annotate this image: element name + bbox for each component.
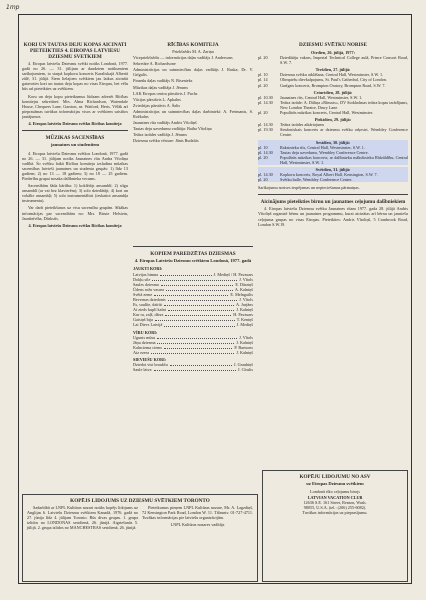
choirs-paragraph: 4. Eiropas latviešu Dziesmu svētki notiks Londonā, 1977. gadā no 26. — 31. jūlijam ar daudziem notikumiem sarīkojumiem, to starpā kopkoru koncerts Karaliskajā Albertā zālē, 31. jūlijā. Šiem lielajiem svētkiem jau laikus aicināti gatavoties kori un tautas deju kopas no visas Eiropas, bet vēlu būs arī pieteikties uz svētkiem.: [22, 61, 128, 92]
event-description: Rakstnieku rīts, Central Hall, Westminster, S.W. 1.: [280, 144, 365, 150]
schedule-event: [258, 55, 408, 65]
song-title: Kur tu, zaļš, dārzs: [133, 312, 164, 318]
committee-line: Vicepriekšsēdis — informācijas daļas vadītājs J. Andersons: [133, 55, 233, 61]
usa-flight-line: 98055, U.S.A. (tel.: (206) 255-6082).: [303, 504, 367, 510]
divider: [133, 246, 253, 247]
usa-flight-box: [262, 470, 408, 582]
column-committee: [133, 42, 253, 238]
leader-dots: [161, 285, 234, 286]
flight-toronto-text: Pieteikumus pieņem LNPL Kultūras nozare, Mr. A. Lagzdiņš, 72 Kensington Park Road, London W. 11. Tālrunis: 01-727-4711. Tuvākas informācijas pie latviešu organizācijām.: [142, 505, 253, 521]
committee-line: Jaunatnes rīta vadītājs Andris Vītoliņš: [133, 120, 197, 126]
divider: [258, 194, 408, 195]
divider: [22, 130, 128, 131]
song-composer: J. Vītols: [239, 276, 253, 282]
youth-call-text: 4. Eiropas latviešu Dziesmu svētku Jaunatnes rītam 1977. gada 28. jūlijā Andris Vītoliņš organizē bērnu un jaunatnes programmu, kurai aicinātas arī bērnu un jauniešu ceļojuma grupas no visas Eiropas. Pieteikties: Andris Vītoliņš, 5 Cranbrook Road, London S.W.19.: [258, 206, 408, 227]
leader-dots: [164, 305, 234, 306]
song-title: Aiz ezera: [133, 349, 149, 355]
leader-dots: [154, 295, 228, 296]
music-contest-subtitle: jaunatnes un studentiem: [50, 142, 100, 148]
choirs-title: KORI UN TAUTAS DEJU KOPAS AICINATI PIETEIKTIES 4. EIROPAS LATVIESU DZIESMU SVETKIEM: [23, 42, 127, 60]
event-time: pl. 14.30: [258, 172, 273, 178]
youth-call-title: Aicinājums pieteikties birnu un jaunatnes ceļojumu dalībniekiem: [260, 199, 406, 206]
songs-subtitle: 4. Eiropas Latviešu Dziesmu svētkiem Londonā, 1977. gadā: [134, 258, 252, 263]
committee-line: Teātra izrādes vadītājs J. Jērums: [133, 132, 188, 138]
leader-dots: [164, 348, 232, 349]
event-description: Dziesmu svētku atklāšana, Central Hall, Westminster, S.W. 1.: [280, 72, 384, 78]
song-title: Gaisiņš bija: [133, 317, 153, 323]
committee-line: Administrācijas un saimniecības daļas darbinieki: A. Freimanis, S. Rožkalns: [133, 108, 253, 120]
program-footer-note: Sarīkojumu norises iespējamas un nepieciešamas pārmaiņas.: [258, 185, 360, 191]
schedule-event: [258, 177, 408, 182]
song-composer: J. Graubiņš: [233, 362, 253, 368]
leader-dots: [168, 310, 234, 311]
leader-dots: [165, 315, 231, 316]
song-composer: E. Melngailis: [230, 291, 253, 297]
leader-dots: [152, 280, 237, 281]
song-composer: J. Mediņš: [236, 322, 253, 328]
flight-toronto-signature: LNPL Kultūras nozares vadītājs: [170, 522, 225, 528]
usa-flight-subtitle: uz Eiropas Dziesmu svētkiem: [306, 481, 364, 486]
committee-title: RĪCĪBAS KOMITEJA: [167, 42, 219, 48]
song-composer: J. Mediņš / H. Pavasars: [213, 271, 253, 277]
music-contest-signature: 4. Eiropas latviešu Dziesmu svētku Rīcības komiteja: [28, 222, 122, 228]
schedule-event: [258, 110, 408, 115]
leader-dots: [155, 320, 235, 321]
songs-title: KOPIEM PAREDZĒTAS DZIESMAS: [150, 251, 236, 257]
song-composer: P. Barisons: [234, 344, 253, 350]
song-composer: J. Cīrulis: [237, 367, 253, 373]
committee-line: Vācijas pārstāvis L. Apkalns: [133, 96, 181, 102]
event-description: Garīgais koncerts, Brompton Oratory, Brompton Road, S.W. 7.: [280, 82, 386, 88]
song-composer: J. Kalniņš: [236, 349, 253, 355]
leader-dots: [170, 365, 232, 366]
event-description: Kopkoru koncerts, Royal Albert Hall, Kensington, S.W. 7.: [280, 172, 378, 178]
song-composer: J. Vītols: [239, 334, 253, 340]
event-time: pl. 10.30: [258, 94, 273, 100]
song-title: Lai Dievs Latvijā: [133, 322, 163, 328]
committee-line: Zviedrijas pārstāvis A. Šalts: [133, 102, 180, 108]
event-description: Populārās mūzikas koncerts, Central Hall, Westminster.: [280, 110, 374, 116]
committee-line: Tautas deju uzvedumu vadītāja: Baiba Vītoliņa: [133, 126, 212, 132]
leader-dots: [166, 290, 233, 291]
song-title: Ūdens rožu vasara: [133, 286, 164, 292]
song-composer: A. Jurjāns: [236, 302, 253, 308]
program-schedule: [258, 50, 408, 182]
music-contest-paragraph: 4. Eiropas latviešu Dziesmu svētkos Londonā, 1977. gadā no 26. — 31. jūlijam notiks Jaunatnes rītu Andra Vītoliņa vadībā. Šo svētku laikā Rīcības komiteja izsludina mūzikas sacensības latvieši jaunatnes un studentu grupās: 1) līdz 13 gadiem; 2) no 13 — 18 gadiem; 3) no 18 — 25 gadiem. Piederību grupai nosaka dalībnieka vecums.: [22, 150, 128, 181]
event-time: pl. 14.30: [258, 122, 273, 128]
song-composer: E. Dārziņš: [235, 281, 253, 287]
committee-line: Mūzikas daļas vadītāja J. Jērums: [133, 84, 189, 90]
song-title: Dziedot visi braukšu: [133, 362, 168, 368]
event-time: pl. 20: [258, 154, 268, 160]
leader-dots: [154, 370, 236, 371]
song-title: Ugunis mūsu: [133, 334, 156, 340]
song-section-heading: VĪRU KORI:: [133, 329, 158, 335]
event-time: pl. 10: [258, 72, 268, 78]
committee-line: Sekretāre A. Richardsone: [133, 61, 176, 67]
event-description: Olimpiešu dievkalpojums, St. Paul's Cathedral, City of London.: [280, 77, 387, 83]
song-title: Es, saulīte, dzīrāt: [133, 302, 162, 308]
leader-dots: [160, 275, 212, 276]
schedule-event: [258, 155, 408, 165]
song-title: Saule laiva: [133, 367, 152, 373]
column-songs: [133, 242, 253, 490]
event-description: Dziedātāju vakars, Imperial Technical College aulā, Prince Consort Road, S.W. 7.: [280, 55, 408, 66]
committee-line: Dziesmu svētku vēsture: Jānis Rudzītis: [133, 138, 199, 144]
event-description: Teātra izrādes atkārtojums: [280, 122, 325, 128]
song-row: [133, 322, 253, 327]
song-title: Ai zieds kuplī kalni: [133, 307, 166, 313]
event-time: pl. 20: [258, 82, 268, 88]
event-time: pl. 14: [258, 77, 268, 83]
event-time: pl. 20: [258, 177, 268, 183]
song-section-heading: JAUKTI KORI:: [133, 266, 163, 272]
usa-flight-line: Londonā rīko ceļojumu birojs: [310, 489, 360, 495]
event-description: Teātra izrāde: A. Dāliņa «Rīnusts», DV Stokholmas teātra kopas izrādījums, New London Theatre, Drury Lane.: [280, 99, 408, 110]
song-title: Jāņu dziesma: [133, 339, 156, 345]
event-description: Tautas deju uzvedums, Wembley Conference Centre.: [280, 149, 369, 155]
program-title: DZIESMU SVĒTKU NORISE: [298, 42, 368, 48]
event-description: Svētku balle, Wembley Conference Centre.: [280, 177, 353, 183]
choirs-paragraph: Koru un deju kopu pieteikumus lūdzam adresēt Rīcības komitejas sekretārei: Mrs. Alma Richardson, Watendale House, Chequers Lane, Garston, nr. Watford, Herts. Vēlāk arī pieprasāmas tuvākas informācijas visos ar svētkiem saistītos jautājumos.: [22, 93, 128, 119]
schedule-event: [258, 83, 408, 88]
usa-flight-line: LATVIAN VACATION CLUB: [307, 494, 363, 500]
song-composer: H. Pavasars: [233, 312, 253, 318]
usa-flight-title: KOPĒJU LIDOJUMU NO ASV: [299, 474, 371, 480]
event-description: Simfoniskais koncerts ar dziesmu svētku orķestri, Wembley Conference Centre.: [280, 127, 408, 138]
column-choirs: [22, 42, 128, 490]
schedule-day: Trešdien, 27. jūlijā:: [315, 67, 351, 73]
song-composer: J. Kalniņš: [236, 307, 253, 313]
usa-flight-line: 12636 S.E. 161 Street, Renton, Wash.: [303, 499, 367, 505]
schedule-day: Otrdien, 26. jūlijā, 1977:: [311, 50, 355, 55]
song-composer: J. Vītols: [239, 296, 253, 302]
leader-dots: [157, 343, 234, 344]
schedule-event: [258, 100, 408, 110]
song-composer: J. Kalniņš: [236, 339, 253, 345]
song-composer: T. Keniņš: [236, 317, 253, 323]
committee-line: Administrācijas un saimniecības daļas vadītājs J. Raska; Dr. V. Grīgulis.: [133, 67, 253, 78]
song-composer: A. Kalniņš: [234, 286, 253, 292]
song-row: [133, 367, 253, 372]
song-row: [133, 350, 253, 355]
song-title: Saules dziesma: [133, 281, 159, 287]
schedule-event: [258, 127, 408, 137]
committee-lines: [133, 55, 253, 143]
page-number: 1mp: [6, 4, 20, 11]
song-title: Latvijas himna: [133, 271, 159, 277]
event-time: pl. 20: [258, 55, 268, 61]
song-title: Dokļu sile: [133, 276, 151, 282]
leader-dots: [151, 353, 234, 354]
usa-flight-line: Tuvākas informācijas uz pieprasījumu.: [302, 509, 368, 515]
leader-dots: [164, 326, 234, 327]
leader-dots: [157, 338, 237, 339]
choirs-signature: 4. Eiropas latviešu Dziesmu svētku Rīcības komiteja: [28, 121, 122, 127]
song-title: Kalnciema ciems: [133, 344, 162, 350]
flight-toronto-title: KOPĒJS LIDOJUMS UZ DZIESMU SVĒTKIEM TORONTO: [70, 498, 210, 504]
event-time: pl. 14.30: [258, 149, 273, 155]
committee-line: Finanšu daļas vadītājs N. Bisenieks: [133, 78, 193, 84]
committee-leader: Priekšsēdis M. A. Zariņa: [172, 49, 214, 54]
event-time: pl. 20: [258, 110, 268, 116]
song-title: Svētā zeme: [133, 291, 153, 297]
schedule-day: Sestdien, 30. jūlijā:: [258, 140, 408, 145]
flight-toronto-text: Sadarbībā ar LNPL Kultūras nozari notiks kopējs lidojums uz Anglijas 6. Latviešu Dziesmu svētkiem Kanadā, 1976. gadā no 27. jūnija līdz 4. jūlijam Toronto. Būs divas grupas. 1. grupa izlidos no LONDONAS sestdienā, 26. jūnijā. Atgriešanās 5. jūlijā. 2. grupa izlidos no MANCHESTRAS sestdienā, 26. jūnijā.: [27, 505, 138, 531]
song-sections: [133, 266, 253, 372]
schedule-day: Piektdien, 29. jūlijā:: [314, 117, 352, 123]
event-description: Jaunatnes rīts, Central Hall, Westminster, S.W. 1.: [280, 94, 363, 100]
flight-toronto-box: [22, 494, 258, 582]
music-contest-title: MŪZIKAS SACENSĪBAS: [45, 135, 105, 142]
leader-dots: [168, 300, 237, 301]
event-description: Populārās mūzikas koncerts; ar dalībnieku mākslinieku Rīdzāldību, Central Hall, Westminster, S.W. 1.: [280, 154, 408, 165]
song-title: Bevernas dziedonis: [133, 296, 166, 302]
schedule-day: Svētdien, 31. jūlijā:: [258, 167, 408, 172]
committee-line: LAK Eiropas centra pārstāvis J. Puchs: [133, 90, 198, 96]
song-section-heading: SIEVIEŠU KORI:: [133, 357, 167, 362]
event-time: pl. 19.30: [258, 127, 273, 133]
schedule-day: Ceturtdien, 28. jūlijā:: [313, 89, 353, 95]
event-time: pl. 14.30: [258, 99, 273, 105]
event-time: pl. 10: [258, 144, 268, 150]
column-program: [258, 42, 408, 490]
music-contest-paragraph: Sacensībām šāda kārtība: 1) koklētājs ansamblī; 2) stīgu ansamblī (ar vai bez klavierēm); 3) solo dziedātāji; 4) kori un vokālie ansambļi; 5) solo instrumentālisti (ieskaitot ansambļa instrumentu).: [22, 183, 128, 204]
music-contest-paragraph: Var darīt pieteikšanos uz visu sacensību grupām. Sīkākas informācijas par sacensībām no: Mrs. Birute Helstein, Jaunbrīvība, Dūrkstīs.: [22, 205, 128, 221]
